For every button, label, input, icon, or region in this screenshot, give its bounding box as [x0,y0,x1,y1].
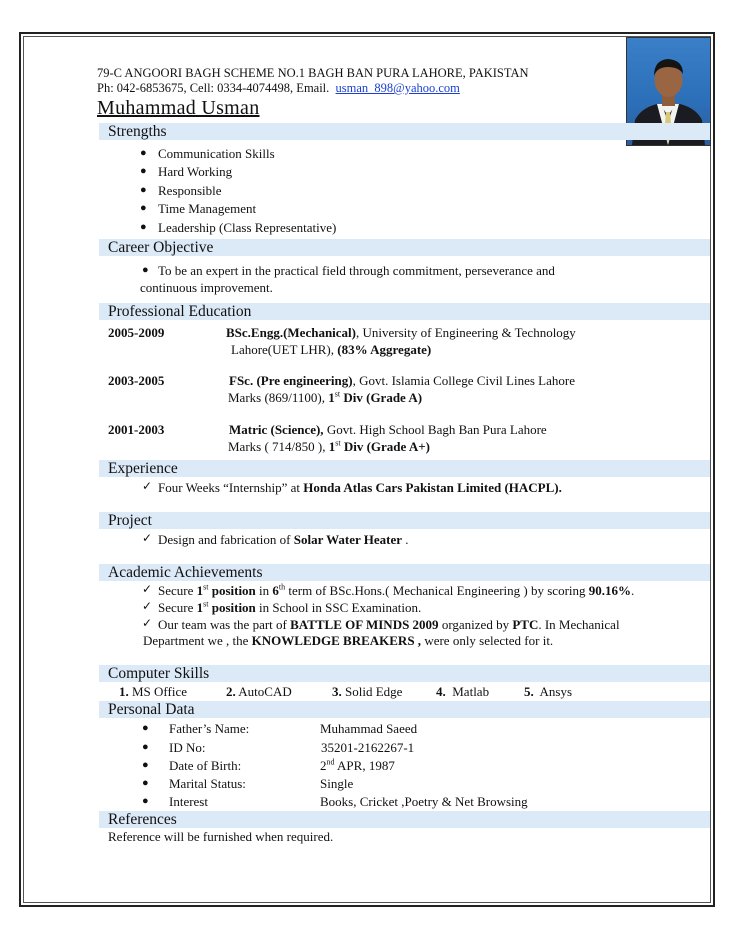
address-line: 79-C ANGOORI BAGH SCHEME NO.1 BAGH BAN PURA LAHORE, PAKISTAN [97,66,529,80]
bullet-icon: ● [142,759,149,771]
contact-line [97,81,460,96]
project-bar [99,512,710,529]
strengths-title: Strengths [108,123,167,140]
checkmark-icon: ✓ [142,582,153,596]
references-bar [99,811,710,828]
checkmark-icon: ✓ [142,616,153,630]
bullet-icon: ● [142,795,149,807]
skill-item: 1. MS Office [119,684,188,699]
edu-detail-line: Marks ( 714/850 ), 1st Div (Grade A+) [228,438,430,454]
bullet-icon: ● [140,202,147,214]
skill-item: 2. AutoCAD [226,684,292,699]
computer-title: Computer Skills [108,665,210,682]
achievement-item: Secure 1st position in School in SSC Examination. [158,599,422,615]
skill-item: 3. Solid Edge [332,684,403,699]
career-text-line1: To be an expert in the practical field through commitment, perseverance and [158,263,555,278]
bullet-icon: ● [142,777,149,789]
edu-detail-line: Marks (869/1100), 1st Div (Grade A) [228,389,423,405]
bullet-icon: ● [140,184,147,196]
personal-label: Father’s Name: [169,721,250,736]
strength-item: Time Management [158,201,257,216]
achievement-item: Our team was the part of BATTLE OF MINDS 2009 organized by PTC. In Mechanical [158,617,620,632]
checkmark-icon: ✓ [142,479,153,493]
project-title: Project [108,512,152,529]
experience-bar [99,460,710,477]
references-title: References [108,811,177,828]
bullet-icon: ● [142,722,149,734]
strength-item: Hard Working [158,164,233,179]
edu-degree-line: FSc. (Pre engineering), Govt. Islamia College Civil Lines Lahore [229,373,575,388]
checkmark-icon: ✓ [142,531,153,545]
phone-text: Ph: 042-6853675, Cell: 0334-4074498, Email. [97,81,330,95]
career-title: Career Objective [108,239,214,256]
edu-years: 2001-2003 [108,422,165,437]
education-title: Professional Education [108,303,252,320]
personal-value: Single [320,776,354,791]
bullet-icon: ● [140,165,147,177]
edu-degree-line: BSc.Engg.(Mechanical), University of Engineering & Technology [226,325,576,340]
project-text: Design and fabrication of Solar Water Heater . [158,532,409,547]
bullet-icon: ● [142,264,149,276]
references-text: Reference will be furnished when required. [108,829,334,844]
career-text-line2: continuous improvement. [140,280,273,295]
personal-label: Date of Birth: [169,758,242,773]
bullet-icon: ● [140,147,147,159]
bullet-icon: ● [140,221,147,233]
strength-item: Responsible [158,183,222,198]
personal-title: Personal Data [108,701,195,718]
skill-item: 4. Matlab [436,684,490,699]
edu-years: 2003-2005 [108,373,165,388]
personal-label: Marital Status: [169,776,246,791]
personal-value: 2nd APR, 1987 [320,757,395,773]
candidate-name: Muhammad Usman [97,97,260,119]
personal-label: ID No: [169,740,206,755]
achievement-item-cont: Department we , the KNOWLEDGE BREAKERS , were only selected for it. [143,633,554,648]
personal-value: Muhammad Saeed [320,721,418,736]
edu-degree-line: Matric (Science), Govt. High School Bagh Ban Pura Lahore [229,422,547,437]
achievement-item: Secure 1st position in 6th term of BSc.Hons.( Mechanical Engineering ) by scoring 90.16%. [158,582,635,598]
experience-text: Four Weeks “Internship” at Honda Atlas Cars Pakistan Limited (HACPL). [158,480,562,495]
edu-detail-line: Lahore(UET LHR), (83% Aggregate) [231,342,432,357]
experience-title: Experience [108,460,178,477]
checkmark-icon: ✓ [142,599,153,613]
skill-item: 5. Ansys [524,684,573,699]
bullet-icon: ● [142,741,149,753]
strength-item: Leadership (Class Representative) [158,220,337,235]
academic-title: Academic Achievements [108,564,263,581]
strength-item: Communication Skills [158,146,275,161]
personal-label: Interest [169,794,208,809]
personal-value: 35201-2162267-1 [321,740,415,755]
email-link[interactable]: usman_898@yahoo.com [335,81,460,95]
personal-value: Books, Cricket ,Poetry & Net Browsing [320,794,528,809]
strengths-bar [99,123,710,140]
edu-years: 2005-2009 [108,325,165,340]
